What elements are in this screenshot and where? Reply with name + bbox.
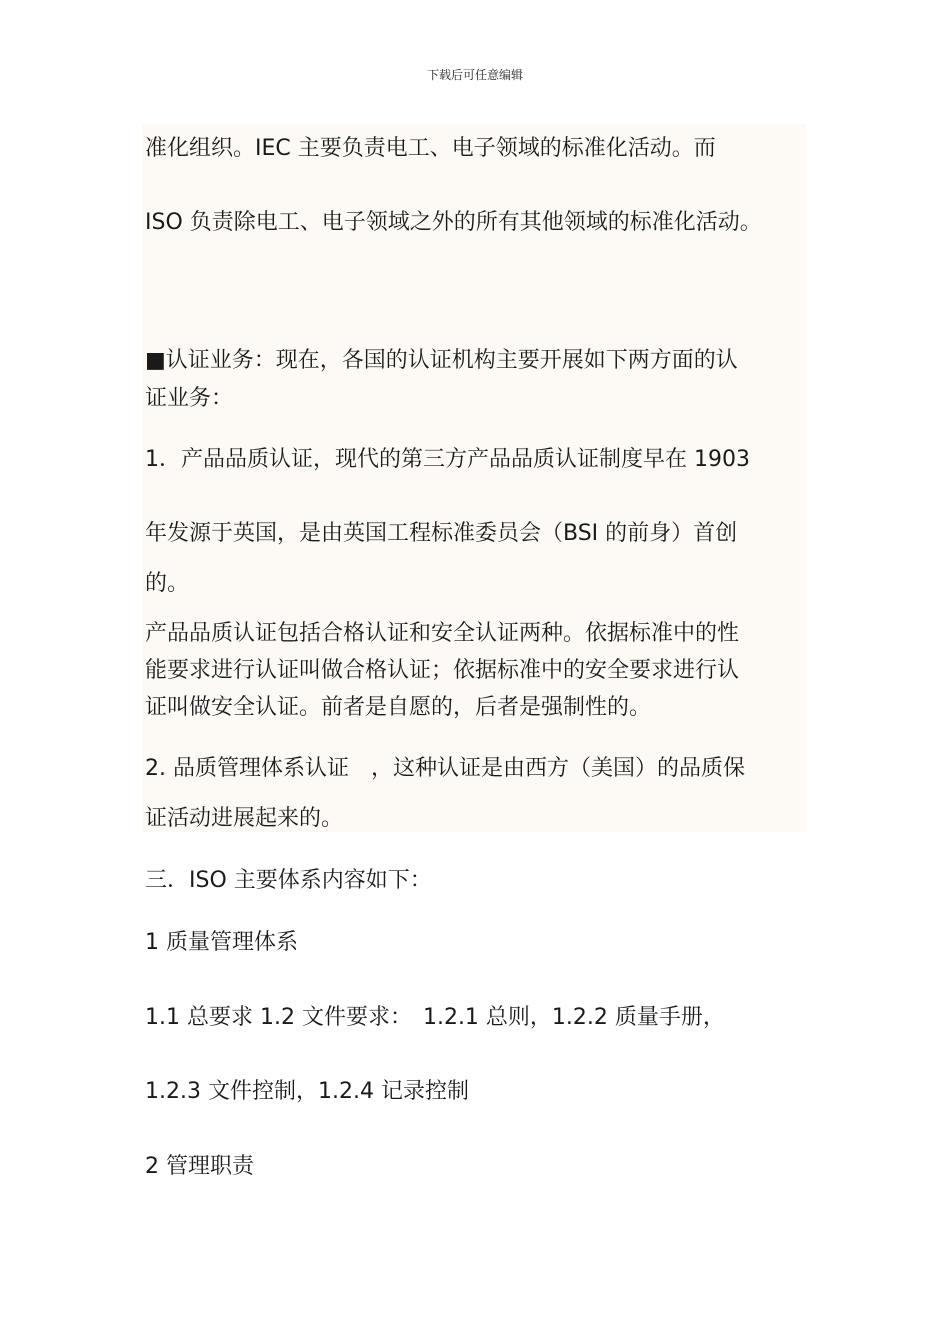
text-line: 准化组织。IEC 主要负责电工、电子领域的标准化活动。而 (145, 136, 716, 161)
text-line: 的。 (145, 571, 190, 596)
text-line: 证叫做安全认证。前者是自愿的，后者是强制性的。 (145, 695, 652, 720)
subsection-heading: 1 质量管理体系 (145, 930, 298, 955)
text-line: 证业务： (145, 386, 234, 411)
text-line: 产品品质认证包括合格认证和安全认证两种。依据标准中的性 (145, 621, 740, 646)
section-heading: 三．ISO 主要体系内容如下： (145, 868, 432, 893)
page-header: 下载后可任意编辑 (426, 68, 523, 82)
text-line: 能要求进行认证叫做合格认证；依据标准中的安全要求进行认 (145, 658, 740, 683)
text-line: 1．产品品质认证，现代的第三方产品品质认证制度早在 1903 (145, 447, 750, 472)
text-line: 1.2.3 文件控制，1.2.4 记录控制 (145, 1079, 469, 1104)
text-line: 证活动进展起来的。 (145, 806, 344, 831)
text-line: 年发源于英国，是由英国工程标准委员会（BSI 的前身）首创 (145, 521, 738, 546)
text-line: 1.1 总要求 1.2 文件要求： 1.2.1 总则，1.2.2 质量手册， (145, 1005, 725, 1030)
text-line: 2. 品质管理体系认证 ，这种认证是由西方（美国）的品质保 (145, 756, 745, 781)
text-line: ■认证业务：现在，各国的认证机构主要开展如下两方面的认 (145, 348, 738, 373)
text-line: ISO 负责除电工、电子领域之外的所有其他领域的标准化活动。 (145, 210, 762, 235)
subsection-heading: 2 管理职责 (145, 1154, 254, 1179)
